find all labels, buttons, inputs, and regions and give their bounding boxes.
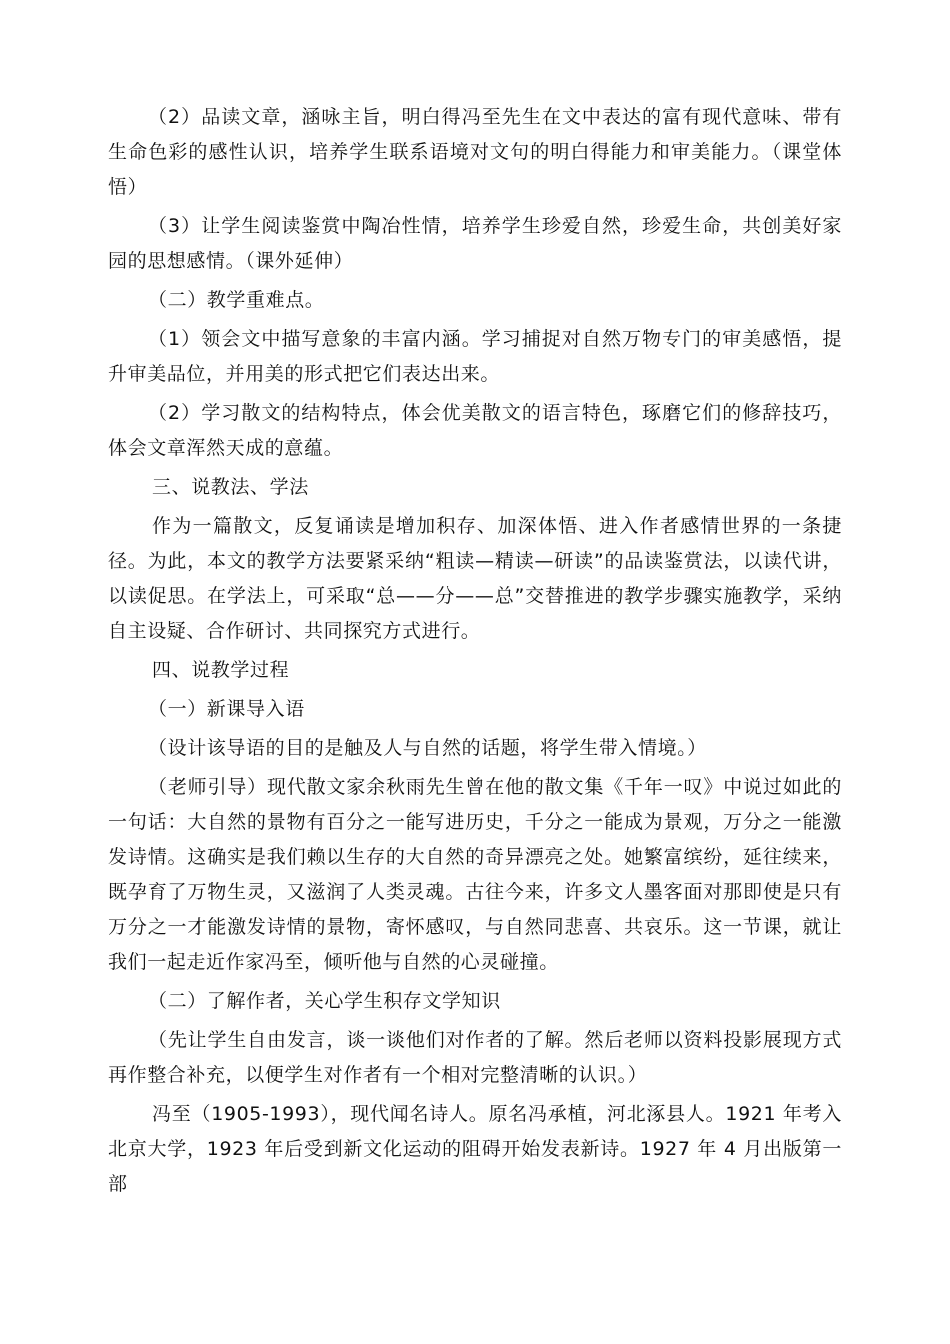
heading-about-author: （二）了解作者，关心学生积存文学知识 — [148, 990, 501, 1012]
paragraph-difficulty-1: （1）领会文中描写意象的丰富内涵。学习捕捉对自然万物专门的审美感悟，提升审美品位，并用美的形式把它们表达出来。 — [108, 328, 842, 385]
paragraph-objective-3: （3）让学生阅读鉴赏中陶冶性情，培养学生珍爱自然，珍爱生命，共创美好家园的思想感情。（课外延伸） — [108, 215, 842, 272]
paragraph-teacher-guide: （老师引导）现代散文家余秋雨先生曾在他的散文集《千年一叹》中说过如此的一句话：大自然的景物有百分之一能写进历史，千分之一能成为景观，万分之一能激发诗情。这确实是我们赖以生存的大自然的奇异漂亮之处。她繁富缤纷，延往续来，既孕育了万物生灵，又滋润了人类灵魂。古往今来，许多文人墨客面对那即使是只有万分之一才能激发诗情的景物，寄怀感叹，与自然同悲喜、共哀乐。这一节课，就让我们一起走近作家冯至，倾听他与自然的心灵碰撞。 — [108, 776, 842, 973]
heading-introduction: （一）新课导入语 — [148, 698, 305, 720]
paragraph-author-discussion: （先让学生自由发言，谈一谈他们对作者的了解。然后老师以资料投影展现方式再作整合补充，以便学生对作者有一个相对完整清晰的认识。） — [108, 1029, 842, 1086]
heading-process: 四、说教学过程 — [152, 659, 290, 681]
paragraph-author-bio: 冯至（1905-1993），现代闻名诗人。原名冯承植，河北涿县人。1921 年考入北京大学，1923 年后受到新文化运动的阻碍开始发表新诗。1927 年 4 月出版第一部 — [108, 1103, 842, 1195]
paragraph-objective-2: （2）品读文章，涵咏主旨，明白得冯至先生在文中表达的富有现代意味、带有生命色彩的感性认识，培养学生联系语境对文句的明白得能力和审美能力。（课堂体悟） — [108, 106, 842, 198]
paragraph-difficulty-2: （2）学习散文的结构特点，体会优美散文的语言特色，琢磨它们的修辞技巧，体会文章浑然天成的意蕴。 — [108, 402, 842, 459]
heading-key-difficulties: （二）教学重难点。 — [148, 289, 325, 311]
document-page — [108, 100, 842, 1206]
paragraph-methods: 作为一篇散文，反复诵读是增加积存、加深体悟、进入作者感情世界的一条捷径。为此，本文的教学方法要紧采纳“粗读—精读—研读”的品读鉴赏法，以读代讲，以读促思。在学法上，可采取“总——分——总”交替推进的教学步骤实施教学，采纳自主设疑、合作研讨、共同探究方式进行。 — [108, 515, 842, 642]
paragraph-intro-purpose: （设计该导语的目的是触及人与自然的话题，将学生带入情境。） — [148, 737, 707, 759]
heading-methods: 三、说教法、学法 — [152, 476, 309, 498]
